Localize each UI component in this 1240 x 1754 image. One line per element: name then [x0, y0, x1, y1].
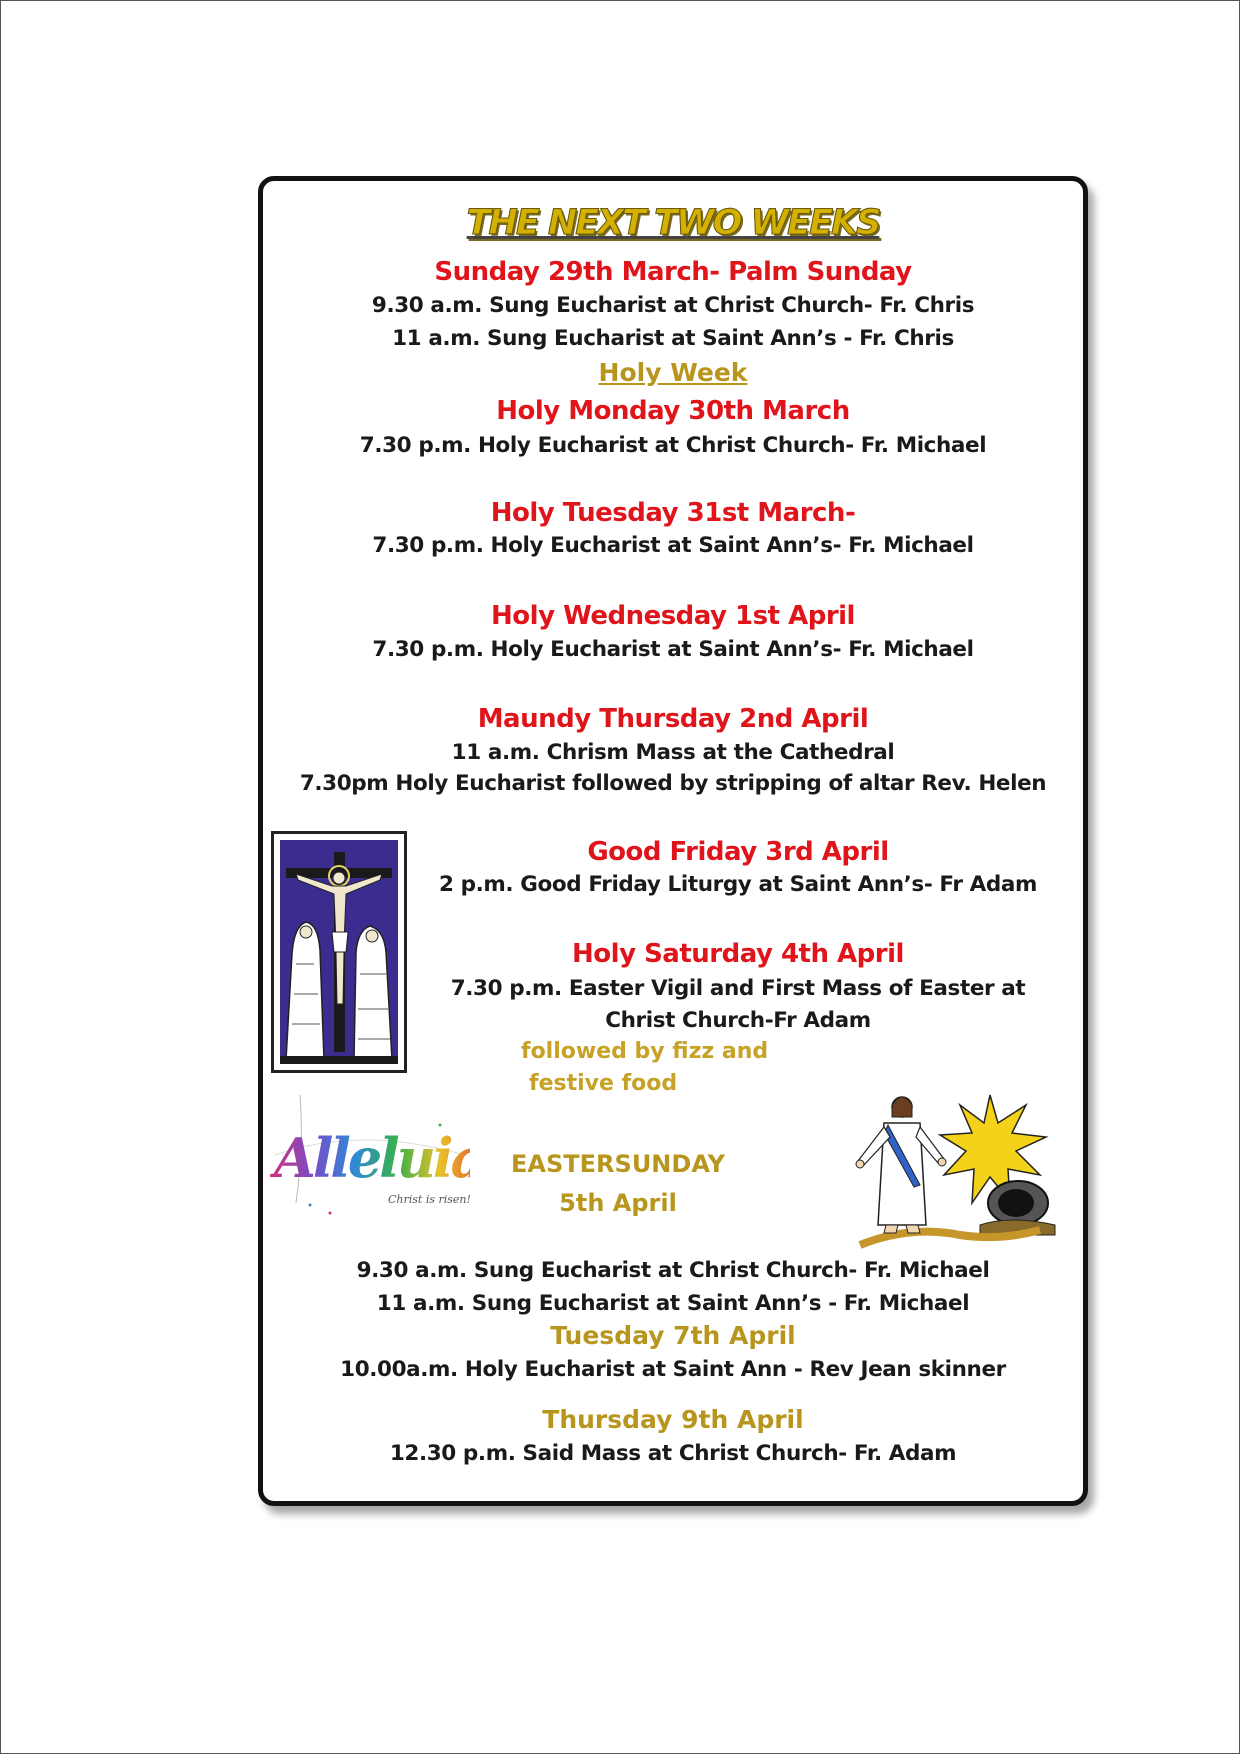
palm-sunday-line-1: 9.30 a.m. Sung Eucharist at Christ Church- Fr. Chris	[371, 293, 975, 318]
holy-saturday-note-2: festive food	[529, 1071, 678, 1096]
palm-sunday-line-2: 11 a.m. Sung Eucharist at Saint Ann’s - Fr. Chris	[392, 326, 954, 351]
holy-wednesday-heading: Holy Wednesday 1st April	[491, 601, 855, 631]
tuesday-heading: Tuesday 7th April	[550, 1321, 796, 1350]
good-friday-heading: Good Friday 3rd April	[587, 837, 889, 867]
page-title: THE NEXT TWO WEEKS	[466, 203, 880, 243]
tuesday-line-1: 10.00a.m. Holy Eucharist at Saint Ann - Rev Jean skinner	[340, 1357, 1006, 1382]
thursday-line-1: 12.30 p.m. Said Mass at Christ Church- Fr. Adam	[389, 1441, 957, 1466]
holy-saturday-heading: Holy Saturday 4th April	[572, 939, 904, 969]
alleluia-logo	[270, 1085, 470, 1225]
holy-saturday-line-1: 7.30 p.m. Easter Vigil and First Mass of Easter at	[450, 976, 1026, 1001]
risen-jesus-icon	[840, 1075, 1060, 1250]
holy-tuesday-heading: Holy Tuesday 31st March-	[490, 498, 856, 528]
palm-sunday-heading: Sunday 29th March- Palm Sunday	[434, 257, 912, 287]
crucifixion-icon	[274, 834, 404, 1070]
maundy-thursday-heading: Maundy Thursday 2nd April	[477, 704, 869, 734]
svg-text:Christ is risen!: Christ is risen!	[388, 1193, 470, 1206]
svg-text:Alleluia: Alleluia	[274, 1126, 470, 1190]
risen-jesus-image	[840, 1075, 1060, 1250]
thursday-heading: Thursday 9th April	[542, 1405, 804, 1434]
alleluia-icon	[270, 1085, 470, 1225]
maundy-thursday-line-1: 11 a.m. Chrism Mass at the Cathedral	[451, 740, 895, 765]
easter-sunday-heading: EASTERSUNDAY	[511, 1150, 725, 1178]
holy-saturday-line-2: Christ Church-Fr Adam	[605, 1008, 871, 1033]
easter-sunday-date: 5th April	[559, 1189, 677, 1217]
holy-week-label: Holy Week	[598, 358, 748, 387]
holy-tuesday-line-1: 7.30 p.m. Holy Eucharist at Saint Ann’s- Fr. Michael	[372, 533, 974, 558]
good-friday-line-1: 2 p.m. Good Friday Liturgy at Saint Ann’s- Fr Adam	[439, 872, 1037, 897]
holy-monday-heading: Holy Monday 30th March	[496, 396, 850, 426]
easter-sunday-line-1: 9.30 a.m. Sung Eucharist at Christ Church- Fr. Michael	[356, 1258, 990, 1283]
holy-monday-line-1: 7.30 p.m. Holy Eucharist at Christ Church- Fr. Michael	[359, 433, 987, 458]
easter-sunday-line-2: 11 a.m. Sung Eucharist at Saint Ann’s - Fr. Michael	[376, 1291, 970, 1316]
maundy-thursday-line-2: 7.30pm Holy Eucharist followed by stripping of altar Rev. Helen	[299, 771, 1047, 796]
holy-wednesday-line-1: 7.30 p.m. Holy Eucharist at Saint Ann’s- Fr. Michael	[372, 637, 974, 662]
holy-saturday-note-1: followed by fizz and	[521, 1039, 769, 1064]
crucifixion-image	[271, 831, 407, 1073]
